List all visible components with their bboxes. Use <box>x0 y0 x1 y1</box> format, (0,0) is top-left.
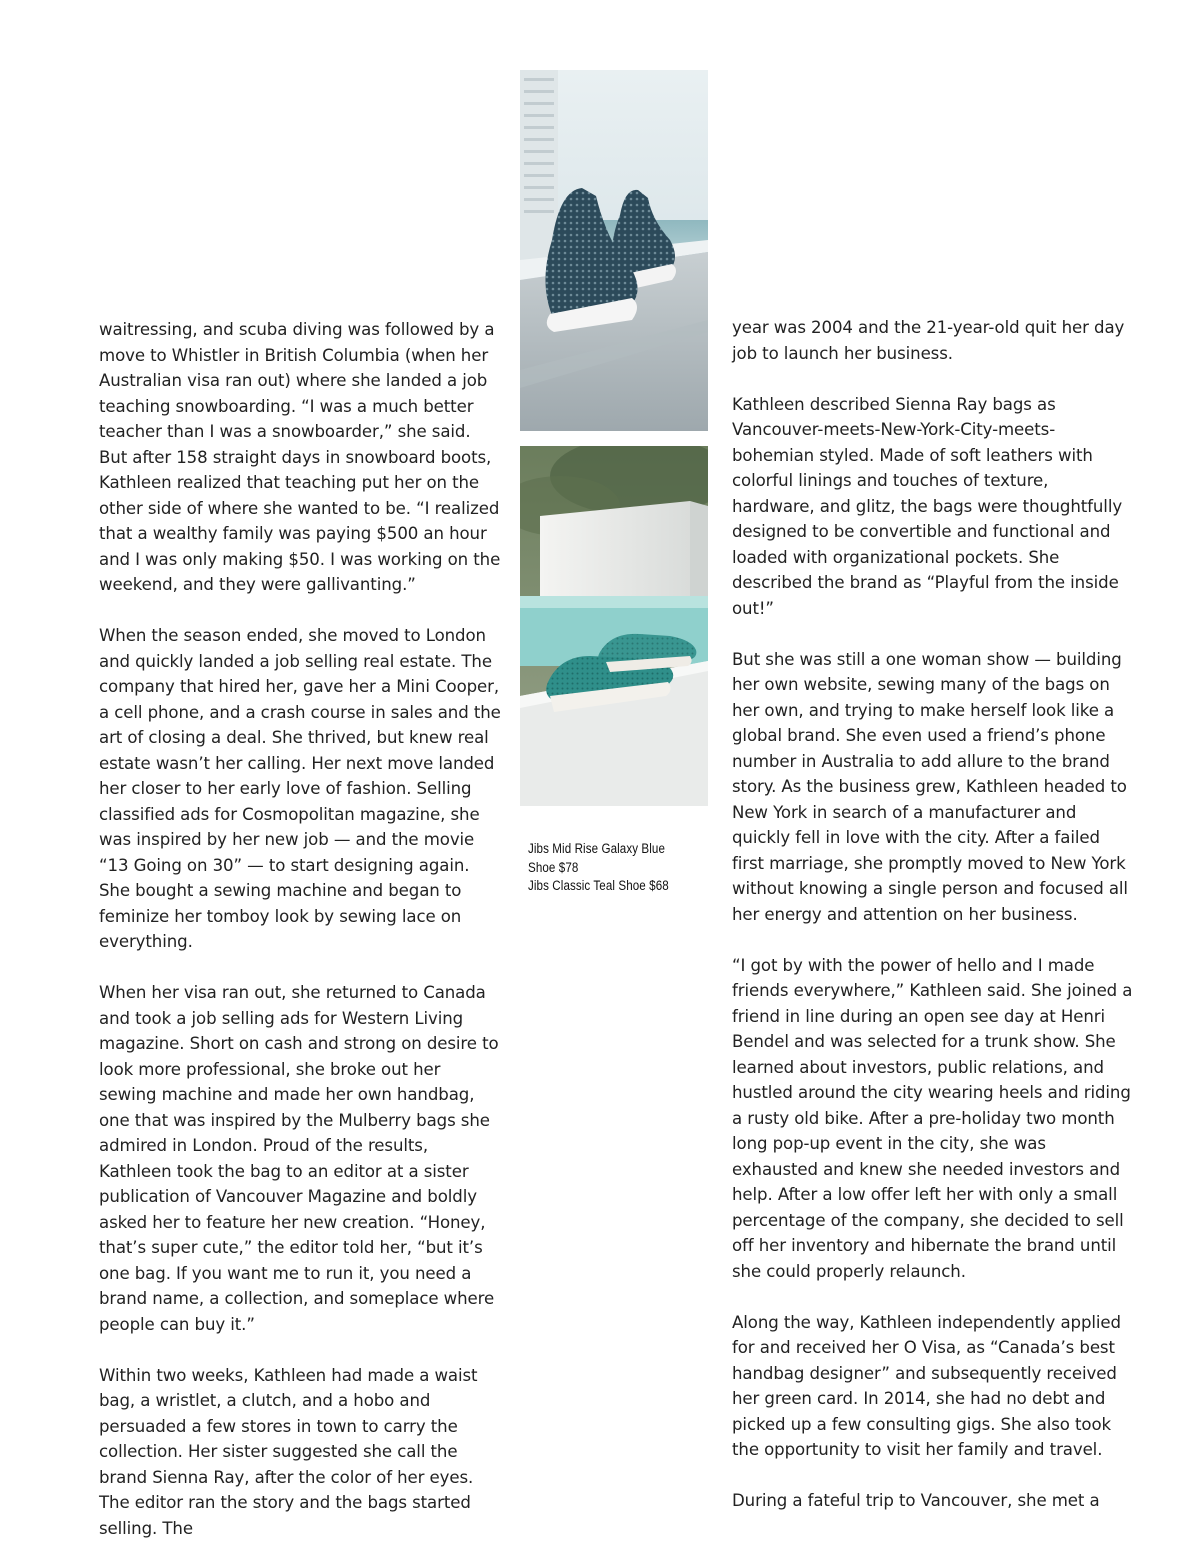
paragraph: Along the way, Kathleen independently applied for and received her O Visa, as “Canada’s best handbag designer” and subsequently received her green card. In 2014, she had no debt and picked up a few consulting gigs. She also took the opportunity to visit her family and travel. <box>732 1312 1121 1459</box>
paragraph: When the season ended, she moved to London and quickly landed a job selling real estate. The company that hired her, gave her a Mini Cooper, a cell phone, and a crash course in sales and the art of closing a deal. She thrived, but knew real estate wasn’t her calling. Her next move landed her closer to her early love of fashion. Selling classified ads for Cosmopolitan magazine, she was inspired by her new job — and the movie “13 Going on 30” — to start designing again. She bought a sewing machine and began to feminize her tomboy look by sewing lace on everything. <box>99 626 501 951</box>
caption-line: Jibs Mid Rise Galaxy Blue <box>528 841 666 856</box>
paragraph: During a fateful trip to Vancouver, she met a <box>732 1491 1100 1510</box>
product-photo-classic-teal-shoes <box>520 446 708 806</box>
shoe-photo-illustration <box>520 446 708 806</box>
paragraph: Kathleen described Sienna Ray bags as Vancouver-meets-New-York-City-meets-bohemian styled. Made of soft leathers with colorful linings and touches of texture, hardware, and glitz, the bags were thoughtfully designed to be convertible and functional and loaded with organizational pockets. She described the brand as “Playful from the inside out!” <box>732 394 1123 618</box>
caption-line: Jibs Classic Teal Shoe $68 <box>528 878 669 893</box>
article-column-left <box>99 317 501 1567</box>
paragraph: year was 2004 and the 21-year-old quit her day job to launch her business. <box>732 318 1125 363</box>
paragraph: Within two weeks, Kathleen had made a waist bag, a wristlet, a clutch, and a hobo and persuaded a few stores in town to carry the collection. Her sister suggested she call the brand Sienna Ray, after the color of her eyes. The editor ran the story and the bags started selling. The <box>99 1365 478 1538</box>
shoe-photo-illustration <box>520 70 708 431</box>
paragraph: When her visa ran out, she returned to Canada and took a job selling ads for Western Living magazine. Short on cash and strong on desire to look more professional, she broke out her sewing machine and made her own handbag, one that was inspired by the Mulberry bags she admired in London. Proud of the results, Kathleen took the bag to an editor at a sister publication of Vancouver Magazine and boldly asked her to feature her new creation. “Honey, that’s super cute,” the editor told her, “but it’s one bag. If you want me to run it, you need a brand name, a collection, and someplace where people can buy it.” <box>99 983 499 1334</box>
paragraph: But she was still a one woman show — building her own website, sewing many of the bags on her own, and trying to make herself look like a global brand. She even used a friend’s phone number in Australia to add allure to the brand story. As the business grew, Kathleen headed to New York in search of a manufacturer and quickly fell in love with the city. After a failed first marriage, she promptly moved to New York without knowing a single person and focused all her energy and attention on her business. <box>732 649 1128 924</box>
paragraph: “I got by with the power of hello and I made friends everywhere,” Kathleen said. She joined a friend in line during an open see day at Henri Bendel and was selected for a trunk show. She learned about investors, public relations, and hustled around the city wearing heels and riding a rusty old bike. After a pre-holiday two month long pop-up event in the city, she was exhausted and knew she needed investors and help. After a low offer left her with only a small percentage of the company, she decided to sell off her inventory and hibernate the brand until she could properly relaunch. <box>732 955 1133 1281</box>
article-column-right <box>732 315 1134 1539</box>
paragraph: waitressing, and scuba diving was followed by a move to Whistler in British Columbia (when her Australian visa ran out) where she landed a job teaching snowboarding. “I was a much better teacher than I was a snowboarder,” she said. But after 158 straight days in snowboard boots, Kathleen realized that teaching put her on the other side of where she wanted to be. “I realized that a wealthy family was paying $500 an hour and I was only making $50. I was working on the weekend, and they were gallivanting.” <box>99 320 501 594</box>
caption-line: Shoe $78 <box>528 859 579 875</box>
product-photo-galaxy-blue-shoes <box>520 70 708 431</box>
photo-caption <box>528 840 679 896</box>
